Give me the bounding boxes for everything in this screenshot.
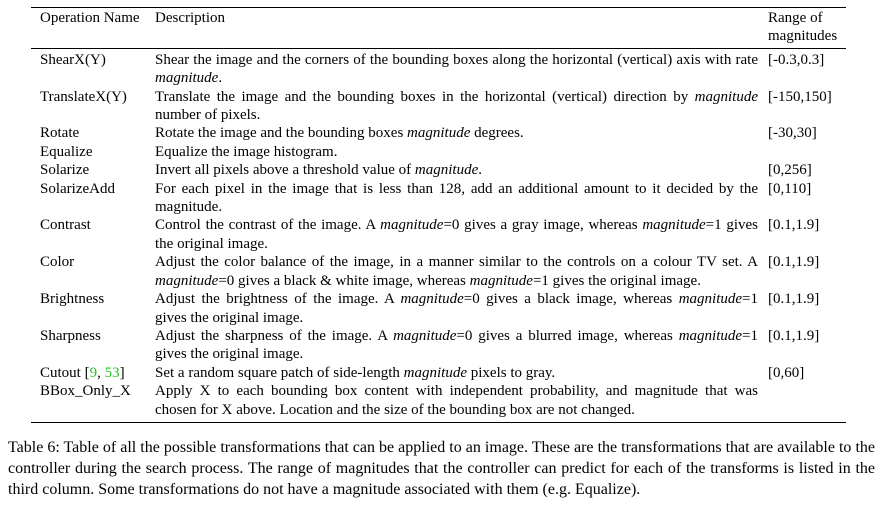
text-segment: Apply X to each bounding box content with independent probability, and magnitude that was chosen for X above. Location and the size of the bounding box are not changed. (155, 383, 758, 418)
text-segment: Rotate (40, 125, 80, 142)
text-segment: =0 gives a blurred image, whereas (456, 327, 679, 344)
description-cell (155, 48, 768, 87)
text-segment: TranslateX(Y) (40, 88, 127, 105)
text-segment: . (218, 70, 223, 87)
range-cell: [0,60] (768, 364, 805, 381)
italic-text: magnitude (155, 272, 219, 289)
operation-name-cell (31, 382, 155, 422)
range-cell: [-150,150] (768, 88, 832, 105)
operation-name-cell (31, 327, 155, 364)
italic-text: magnitude (469, 272, 533, 289)
text-segment: Rotate the image and the bounding boxes (155, 125, 408, 142)
table-row (31, 180, 846, 217)
text-segment: Adjust the sharpness of the image. A (155, 327, 394, 344)
text-segment: =1 gives the original image. (155, 291, 758, 326)
text-segment: Sharpness (40, 327, 101, 344)
italic-text: magnitude (380, 217, 444, 234)
operation-name-cell (31, 364, 155, 382)
italic-text: magnitude (407, 125, 471, 142)
citation-link[interactable]: 9 (89, 364, 98, 381)
text-segment: Color (40, 254, 75, 271)
text-segment: Contrast (40, 217, 91, 234)
table-row (31, 143, 846, 161)
operation-name-cell (31, 48, 155, 87)
description-cell (155, 253, 768, 290)
text-segment: Equalize the image histogram. (155, 143, 338, 160)
citation-link[interactable]: 53 (104, 364, 120, 381)
text-segment: degrees. (470, 125, 524, 142)
range-cell: [0.1,1.9] (768, 327, 820, 344)
range-cell: [0.1,1.9] (768, 291, 820, 308)
table-row (31, 216, 846, 253)
text-segment: Solarize (40, 162, 90, 179)
text-segment: ] (119, 364, 125, 381)
operation-name-cell (31, 180, 155, 217)
table-row (31, 48, 846, 87)
text-segment: =1 gives the original image. (155, 217, 758, 252)
text-segment: Cutout [ (40, 364, 90, 381)
header-row (31, 8, 846, 49)
italic-text: magnitude (642, 217, 706, 234)
table-row (31, 161, 846, 179)
text-segment: Set a random square patch of side-length (155, 364, 404, 381)
table-header (31, 8, 846, 49)
text-segment: Invert all pixels above a threshold value of (155, 162, 415, 179)
range-cell: [0,110] (768, 180, 812, 197)
text-segment: SolarizeAdd (40, 180, 115, 197)
range-cell: [-30,30] (768, 125, 817, 142)
italic-text: magnitude (393, 327, 457, 344)
range-cell: [0.1,1.9] (768, 217, 820, 234)
text-segment: Brightness (40, 291, 105, 308)
text-segment: , (97, 364, 105, 381)
description-cell (155, 143, 768, 161)
italic-text: magnitude (403, 364, 467, 381)
operation-name-cell (31, 124, 155, 142)
text-segment: Control the contrast of the image. A (155, 217, 381, 234)
text-segment: Shear the image and the corners of the bounding boxes along the horizontal (vertical) axis with rate (155, 51, 758, 68)
text-segment: =0 gives a black image, whereas (463, 291, 679, 308)
text-segment: =1 gives the original image. (532, 272, 701, 289)
range-cell (768, 143, 846, 161)
text-segment: Translate the image and the bounding boxes in the horizontal (vertical) direction by (155, 88, 695, 105)
description-cell (155, 180, 768, 217)
text-segment: ShearX(Y) (40, 51, 106, 68)
italic-text: magnitude (155, 70, 219, 87)
text-segment: . (478, 162, 482, 179)
text-segment: number of pixels. (155, 107, 261, 124)
description-cell (155, 364, 768, 382)
description-cell (155, 124, 768, 142)
italic-text: magnitude (694, 88, 758, 105)
description-cell (155, 290, 768, 327)
italic-text: magnitude (678, 327, 743, 344)
table-row (31, 327, 846, 364)
range-cell: [0.1,1.9] (768, 254, 820, 271)
header-operation-name: Operation Name (31, 8, 155, 49)
description-cell (155, 216, 768, 253)
description-cell (155, 327, 768, 364)
text-segment: Adjust the color balance of the image, in a manner similar to the controls on a colour TV set. A (155, 254, 758, 271)
text-segment: For each pixel in the image that is less than 128, add an additional amount to it decided by the magnitude. (155, 180, 758, 216)
text-segment: =1 gives the original image. (155, 327, 758, 363)
italic-text: magnitude (678, 291, 743, 308)
description-cell (155, 382, 768, 422)
operation-name-cell (31, 88, 155, 125)
table-row (31, 124, 846, 142)
range-cell: [-0.3,0.3] (768, 51, 825, 68)
operation-name-cell (31, 161, 155, 179)
text-segment: =0 gives a gray image, whereas (443, 217, 643, 234)
italic-text: magnitude (400, 291, 464, 308)
text-segment: =0 gives a black & white image, whereas (218, 272, 470, 289)
transformations-table (31, 7, 846, 423)
header-description: Description (155, 8, 768, 49)
table-row (31, 253, 846, 290)
operation-name-cell (31, 216, 155, 253)
operation-name-cell (31, 143, 155, 161)
text-segment: Equalize (40, 143, 93, 160)
table-row (31, 88, 846, 125)
operation-name-cell (31, 253, 155, 290)
table-row (31, 364, 846, 382)
table-body (31, 48, 846, 422)
text-segment: pixels to gray. (467, 364, 556, 381)
text-segment: BBox_Only_X (40, 383, 131, 400)
range-cell: [0,256] (768, 162, 812, 179)
text-segment: Adjust the brightness of the image. A (155, 291, 401, 308)
table-row (31, 290, 846, 327)
description-cell (155, 88, 768, 125)
table-row (31, 382, 846, 422)
table-caption: Table 6: Table of all the possible transformations that can be applied to an image. These are the transformations that are available to the controller during the search process. The range of magnitudes that the controller can predict for each of the transforms is listed in the third column. Some transformations do not have a magnitude associated with them (e.g. Equalize). (8, 438, 875, 498)
operation-name-cell (31, 290, 155, 327)
header-range-of-magnitudes: Range of magnitudes (768, 8, 846, 49)
range-cell (768, 382, 846, 422)
description-cell (155, 161, 768, 179)
italic-text: magnitude (414, 162, 479, 179)
